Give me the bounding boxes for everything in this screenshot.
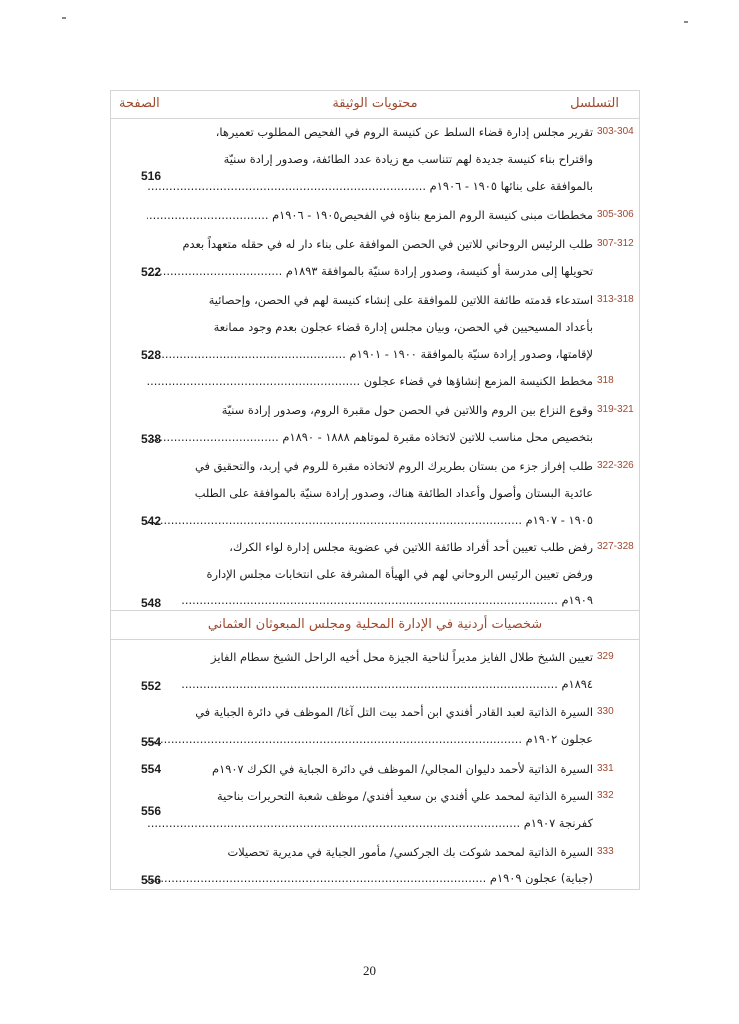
entry-line: واقتراح بناء كنيسة جديدة لهم تتناسب مع زيادة عدد الطائفة، وصدور إرادة سنيّة — [223, 152, 593, 166]
entry-serial: 327-328 — [597, 541, 634, 552]
entry-line: السيرة الذاتية لمحمد شوكت بك الجركسي/ مأمور الجباية في مديرية تحصيلات — [227, 845, 593, 859]
entry-page: 556 — [141, 804, 162, 818]
section-title: شخصيات أردنية في الإدارة المحلية ومجلس المبعوثان العثماني — [111, 610, 639, 640]
entry-line: ١٩٠٩م ..... — [147, 592, 593, 608]
entry-page: 554 — [141, 762, 162, 776]
header-contents: محتويات الوثيقة — [332, 96, 418, 111]
entry-serial: 322-326 — [597, 460, 634, 471]
entry-line: كفرنجة ١٩٠٧م ..... — [147, 815, 593, 831]
entry-line: تقرير مجلس إدارة قضاء السلط عن كنيسة الروم في الفحيص المطلوب تعميرها، — [215, 125, 593, 139]
entry-page: 522 — [141, 265, 162, 279]
entry-serial: 332 — [597, 790, 614, 801]
entry-line: (جباية) عجلون ١٩٠٩م ..... — [147, 870, 593, 886]
entry-page: 554 — [141, 735, 162, 749]
entry-page: 556 — [141, 873, 162, 887]
entry-line: عجلون ١٩٠٢م ..... — [147, 731, 593, 747]
entry-page: 516 — [141, 169, 162, 183]
entry-serial: 313-318 — [597, 294, 634, 305]
entry-line: بأعداد المسيحيين في الحصن، وبيان مجلس إدارة قضاء عجلون بعدم وجود ممانعة — [213, 320, 593, 334]
scan-speck — [684, 21, 688, 23]
entry-line: استدعاء قدمته طائفة اللاتين للموافقة على إنشاء كنيسة لهم في الحصن، وإحصائية — [208, 293, 593, 307]
entry-serial: 319-321 — [597, 404, 634, 415]
table-header — [111, 91, 639, 119]
entry-line: طلب إفراز جزء من بستان بطريرك الروم لاتخاذه مقبرة للروم في إربد، والتحقيق في — [195, 459, 593, 473]
entry-line: السيرة الذاتية لأحمد دليوان المجالي/ الموظف في دائرة الجباية في الكرك ١٩٠٧م — [212, 762, 593, 776]
entry-serial: 307-312 — [597, 238, 634, 249]
entry-page: 552 — [141, 679, 162, 693]
entry-serial: 330 — [597, 706, 614, 717]
entry-serial: 331 — [597, 763, 614, 774]
entry-page: 528 — [141, 348, 162, 362]
entry-line: تحويلها إلى مدرسة أو كنيسة، وصدور إرادة سنيّة بالموافقة ١٨٩٣م ..... — [147, 263, 593, 279]
entry-line: وقوع النزاع بين الروم واللاتين في الحصن حول مقبرة الروم، وصدور إرادة سنيّة — [221, 403, 593, 417]
entry-serial: 305-306 — [597, 209, 634, 220]
entry-line: طلب الرئيس الروحاني للاتين في الحصن الموافقة على بناء دار له في حقله متعهداً بعدم — [182, 237, 593, 251]
entry-line: مخططات مبنى كنيسة الروم المزمع بناؤه في الفحيص١٩٠٥ - ١٩٠٦م ..... — [147, 207, 593, 223]
entry-line: لإقامتها، وصدور إرادة سنيّة بالموافقة ١٩٠٠ - ١٩٠١م ..... — [147, 346, 593, 362]
entry-line: مخطط الكنيسة المزمع إنشاؤها في قضاء عجلون ..... — [147, 373, 593, 389]
entry-line: بالموافقة على بنائها ١٩٠٥ - ١٩٠٦م ..... — [147, 178, 593, 194]
entry-line: عائدية البستان وأصول وأعداد الطائفة هناك، وصدور إرادة سنيّة بالموافقة على الطلب — [194, 486, 593, 500]
entry-serial: 303-304 — [597, 126, 634, 137]
entry-page: 542 — [141, 514, 162, 528]
entry-line: السيرة الذاتية لمحمد علي أفندي بن سعيد أفندي/ موظف شعبة التحريرات بناحية — [216, 789, 593, 803]
contents-table — [110, 90, 640, 890]
entry-line: تعيين الشيخ طلال الفايز مديراً لناحية الجيزة محل أخيه الراحل الشيخ سطام الفايز — [211, 650, 593, 664]
header-page: الصفحة — [119, 96, 160, 111]
header-serial: التسلسل — [570, 96, 619, 111]
entry-serial: 333 — [597, 846, 614, 857]
entry-line: بتخصيص محل مناسب للاتين لاتخاذه مقبرة لموتاهم ١٨٨٨ - ١٨٩٠م ..... — [147, 429, 593, 445]
entry-line: رفض طلب تعيين أحد أفراد طائفة اللاتين في عضوية مجلس إدارة لواء الكرك، — [229, 540, 593, 554]
entry-serial: 329 — [597, 651, 614, 662]
entry-page: 538 — [141, 432, 162, 446]
entry-page: 548 — [141, 596, 162, 610]
scan-speck — [62, 17, 66, 19]
entry-line: ورفض تعيين الرئيس الروحاني لهم في الهيأة المشرفة على انتخابات مجلس الإدارة — [206, 567, 593, 581]
entry-line: السيرة الذاتية لعبد القادر أفندي ابن أحمد بيت التل آغا/ الموظف في دائرة الجباية في — [195, 705, 593, 719]
page-number: 20 — [363, 963, 376, 978]
entry-serial: 318 — [597, 375, 614, 386]
entry-line: ١٩٠٥ - ١٩٠٧م ..... — [147, 512, 593, 528]
entry-line: ١٨٩٤م ..... — [147, 676, 593, 692]
